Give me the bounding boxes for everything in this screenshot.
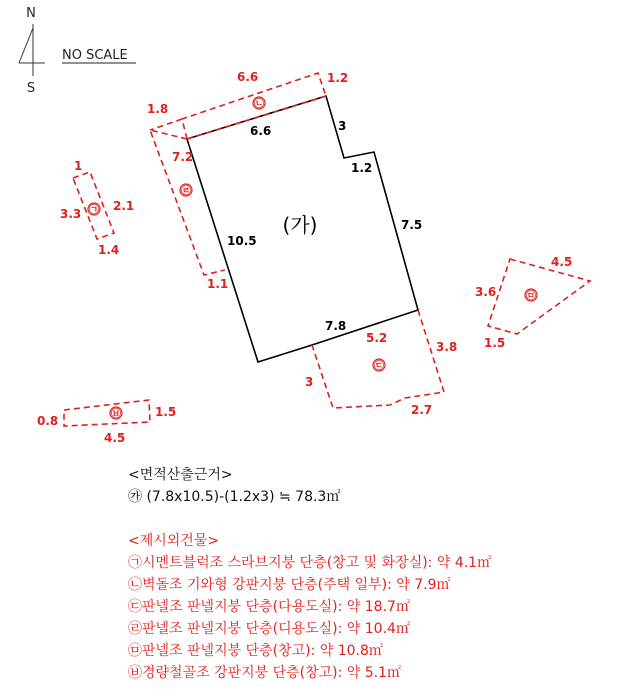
dim-annex-e-left: 3.6 <box>475 285 497 299</box>
dim-annex-c-left: 3 <box>305 375 314 389</box>
dim-annex-a-top: 1 <box>74 159 83 173</box>
annex-item-b: ㉡벽돌조 기와형 강판지붕 단층(주택 일부): 약 7.9㎡ <box>128 577 451 593</box>
dim-main-right-upper: 3 <box>338 119 347 133</box>
main-building-label: (가) <box>282 213 318 237</box>
dim-annex-f-bottom: 4.5 <box>104 431 126 445</box>
dim-annex-b-right: 1.2 <box>327 71 349 85</box>
scale-note: NO SCALE <box>62 48 128 63</box>
dim-main-step: 1.2 <box>351 161 373 175</box>
annex-item-e: ㉤판넬조 판넬지붕 단층(창고): 약 10.8㎡ <box>128 643 383 659</box>
dim-annex-f-right: 1.5 <box>155 405 177 419</box>
notes-spacer <box>128 508 628 530</box>
dim-annex-a-left: 3.3 <box>60 207 82 221</box>
dim-annex-c-bottom: 2.7 <box>411 403 433 417</box>
dim-annex-e-top: 4.5 <box>551 255 573 269</box>
annex-item-f: ㉥경량철골조 강판지붕 단층(창고): 약 5.1㎡ <box>128 665 402 681</box>
south-label: S <box>26 81 36 96</box>
dim-main-bottom: 7.8 <box>325 319 347 333</box>
annex-e <box>475 255 590 350</box>
annex-f <box>37 400 176 445</box>
dim-main-right: 7.5 <box>401 218 423 232</box>
dim-annex-e-bottom: 1.5 <box>484 336 506 350</box>
annex-item-a: ㉠시멘트블럭조 스라브지붕 단층(창고 및 화장실): 약 4.1㎡ <box>128 555 492 571</box>
dim-annex-c-right: 3.8 <box>436 340 458 354</box>
area-formula: ㉮ (7.8x10.5)-(1.2x3) ≒ 78.3㎡ <box>128 489 341 505</box>
annex-a <box>60 159 134 257</box>
dim-main-left: 10.5 <box>227 234 257 248</box>
north-label: N <box>26 6 36 21</box>
annex-b <box>147 70 348 139</box>
annex-d <box>150 130 228 291</box>
dim-annex-a-right: 2.1 <box>113 199 135 213</box>
annex-d-symbol: ㉣ <box>181 186 191 197</box>
dim-annex-a-bottom: 1.4 <box>98 243 120 257</box>
dim-annex-b-left: 1.8 <box>147 102 169 116</box>
annex-e-symbol: ㉤ <box>526 291 536 302</box>
dim-main-top: 6.6 <box>250 124 272 138</box>
annex-f-symbol: ㉥ <box>111 409 121 420</box>
area-heading: <면적산출근거> <box>128 467 233 483</box>
annex-item-d: ㉣판넬조 판넬지붕 단층(디용도실): 약 10.4㎡ <box>128 621 410 637</box>
dim-annex-b-top: 6.6 <box>237 70 259 84</box>
dim-annex-f-left: 0.8 <box>37 414 59 428</box>
annex-heading: <제시외건물> <box>128 533 220 549</box>
annex-c-symbol: ㉢ <box>374 361 384 372</box>
dim-annex-d-lower: 1.1 <box>207 277 229 291</box>
annex-item-c: ㉢판넬조 판넬지붕 단층(다용도실): 약 18.7㎡ <box>128 599 410 615</box>
annex-b-symbol: ㉡ <box>254 99 264 110</box>
dim-annex-d-upper: 7.2 <box>172 150 194 164</box>
north-arrow-icon <box>19 6 45 96</box>
legend-notes <box>128 464 628 684</box>
annex-a-symbol: ㉠ <box>89 205 99 216</box>
dim-annex-c-top: 5.2 <box>366 331 388 345</box>
